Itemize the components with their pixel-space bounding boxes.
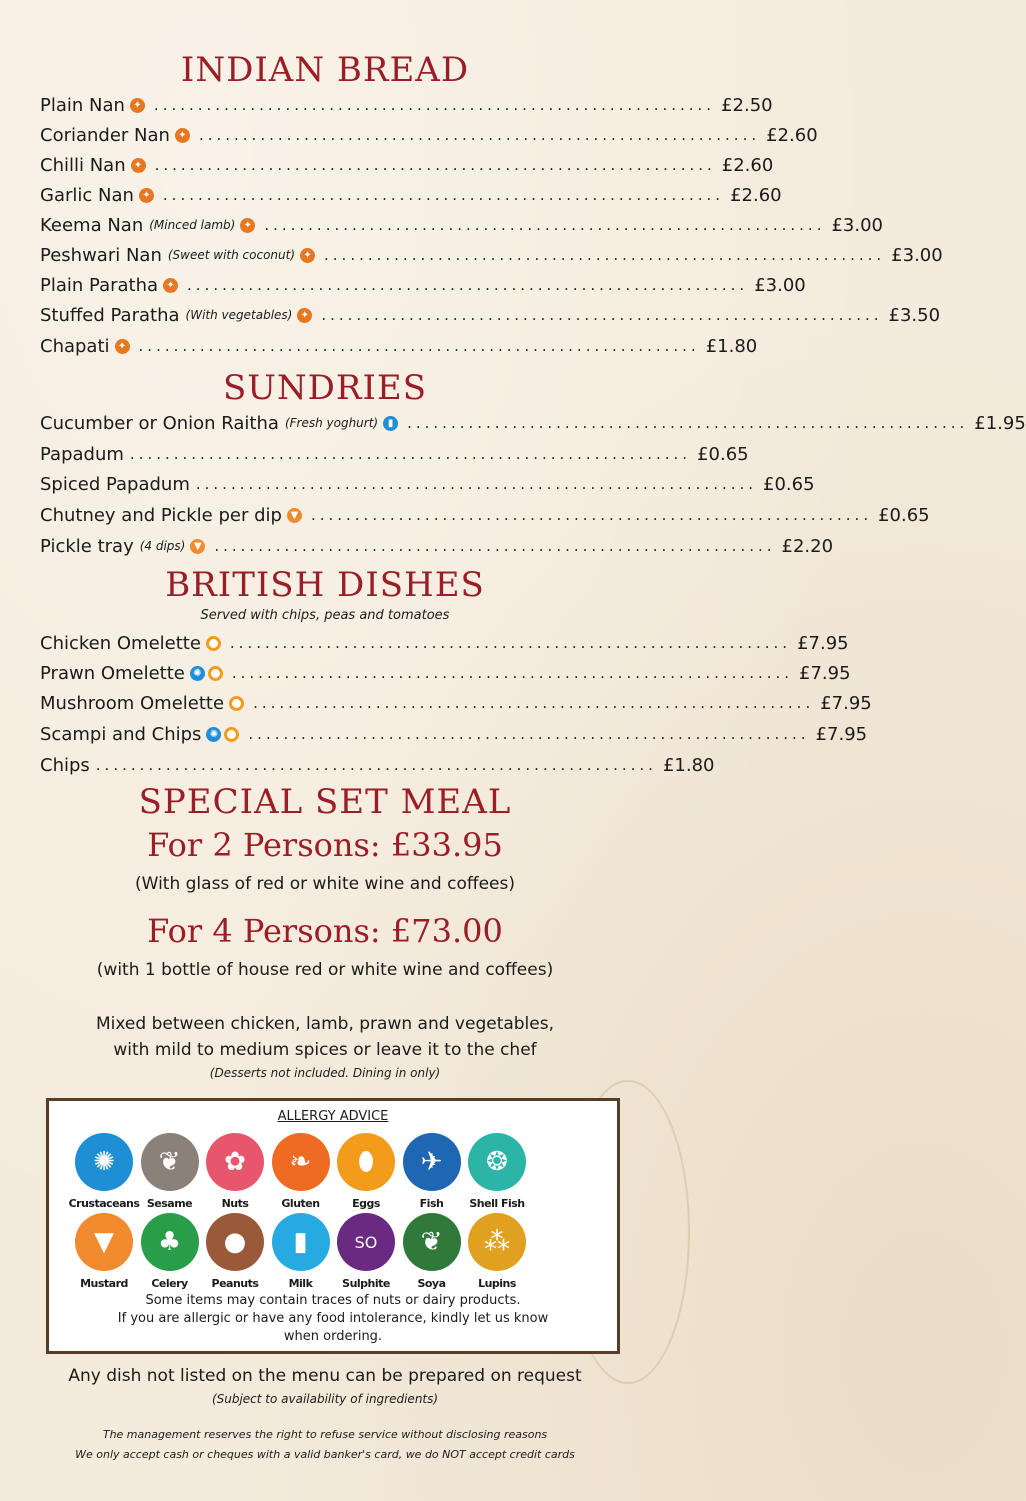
gluten-icon: ✦: [130, 98, 145, 113]
dot-leader: ................................................................: [310, 506, 873, 524]
menu-item-chutney-pickle: [40, 502, 930, 528]
allergen-sesame: [134, 1133, 206, 1210]
sesame-icon: ❦: [141, 1133, 199, 1191]
allergy-advice-title: ALLERGY ADVICE: [277, 1109, 389, 1124]
set-meal-two-note: (With glass of red or white wine and coffees): [135, 874, 515, 894]
allergen-label: Gluten: [281, 1197, 320, 1210]
item-name: Prawn Omelette: [40, 662, 185, 684]
allergy-advice-box: [46, 1098, 620, 1354]
allergen-label: Eggs: [352, 1197, 380, 1210]
dot-leader: ................................................................: [229, 634, 792, 652]
allergen-label: Fish: [419, 1197, 444, 1210]
allergen-label: Shell Fish: [469, 1197, 525, 1210]
milk-icon: ▮: [383, 416, 398, 431]
set-meal-description-2: with mild to medium spices or leave it to the chef: [113, 1040, 537, 1060]
menu-item-plain-nan: [40, 92, 773, 118]
footer-payment-line: We only accept cash or cheques with a valid banker's card, we do NOT accept credit cards: [75, 1448, 575, 1461]
item-price: £7.95: [820, 692, 872, 714]
footer-management-line: The management reserves the right to refuse service without disclosing reasons: [102, 1428, 548, 1441]
dot-leader: ................................................................: [407, 414, 969, 432]
mustard-icon: ▼: [287, 508, 302, 523]
menu-item-scampi-chips: [40, 721, 868, 747]
menu-item-chicken-omelette: [40, 630, 849, 656]
sulphite-icon: SO: [337, 1213, 395, 1271]
gluten-icon: ✦: [115, 339, 130, 354]
allergen-celery: [134, 1213, 206, 1290]
set-meal-heading: SPECIAL SET MEAL: [138, 782, 512, 822]
dot-leader: ................................................................: [231, 664, 794, 682]
dot-leader: ................................................................: [162, 186, 725, 204]
item-price: £3.50: [888, 304, 941, 326]
item-name: Chips: [40, 754, 90, 776]
dot-leader: ................................................................: [195, 475, 758, 493]
dot-leader: ................................................................: [95, 756, 657, 774]
egg-icon: [206, 636, 221, 651]
allergen-fish: [396, 1133, 468, 1210]
gluten-icon: ❧: [272, 1133, 330, 1191]
menu-item-chilli-nan: [40, 152, 774, 178]
shellfish-icon: ❂: [468, 1133, 526, 1191]
allergy-note-1: Some items may contain traces of nuts or dairy products.: [145, 1293, 521, 1308]
indian-bread-heading: INDIAN BREAD: [180, 50, 470, 90]
egg-icon: [229, 696, 244, 711]
dot-leader: ................................................................: [264, 216, 826, 234]
item-name: Stuffed Paratha: [40, 304, 180, 326]
menu-item-coriander-nan: [40, 122, 818, 148]
menu-item-chapati: [40, 333, 758, 359]
item-name: Pickle tray: [40, 535, 134, 557]
menu-item-plain-paratha: [40, 272, 806, 298]
item-name: Garlic Nan: [40, 184, 134, 206]
item-name: Coriander Nan: [40, 124, 170, 146]
crustaceans-icon: ✺: [206, 727, 221, 742]
fish-icon: ✈: [403, 1133, 461, 1191]
allergy-note-3: when ordering.: [283, 1329, 383, 1344]
mustard-icon: ▼: [75, 1213, 133, 1271]
item-note: (4 dips): [139, 539, 186, 553]
allergen-soya: [396, 1213, 468, 1290]
soya-icon: ❦: [403, 1213, 461, 1271]
allergen-gluten: [265, 1133, 337, 1210]
gluten-icon: ✦: [163, 278, 178, 293]
set-meal-description-1: Mixed between chicken, lamb, prawn and vegetables,: [95, 1014, 555, 1034]
dot-leader: ................................................................: [198, 126, 761, 144]
item-name: Plain Nan: [40, 94, 125, 116]
celery-icon: ♣: [141, 1213, 199, 1271]
item-name: Cucumber or Onion Raitha: [40, 412, 279, 434]
set-meal-description-3: (Desserts not included. Dining in only): [209, 1066, 441, 1080]
menu-item-peshwari-nan: [40, 242, 943, 268]
footer-request-line: Any dish not listed on the menu can be prepared on request: [68, 1366, 582, 1386]
allergen-label: Sulphite: [342, 1277, 390, 1290]
item-name: Mushroom Omelette: [40, 692, 225, 714]
item-price: £7.95: [797, 632, 849, 654]
dot-leader: ................................................................: [248, 725, 810, 743]
item-name: Chapati: [40, 335, 110, 357]
allergen-label: Milk: [288, 1277, 313, 1290]
dot-leader: ................................................................: [321, 306, 883, 324]
dot-leader: ................................................................: [253, 694, 815, 712]
menu-item-chips: [40, 752, 715, 778]
footer-availability-line: (Subject to availability of ingredients): [211, 1392, 439, 1406]
item-note: (Fresh yoghurt): [284, 416, 379, 430]
item-price: £7.95: [815, 723, 868, 745]
item-name: Papadum: [40, 443, 124, 465]
item-name: Scampi and Chips: [40, 723, 202, 745]
allergen-nuts: [199, 1133, 271, 1210]
item-price: £3.00: [831, 214, 883, 236]
allergen-label: Sesame: [146, 1197, 193, 1210]
item-name: Keema Nan: [40, 214, 144, 236]
milk-icon: ▮: [272, 1213, 330, 1271]
allergen-label: Nuts: [221, 1197, 249, 1210]
item-price: £2.20: [781, 535, 834, 557]
crustaceans-icon: ✺: [190, 666, 205, 681]
allergen-peanuts: [199, 1213, 271, 1290]
item-price: £1.80: [705, 335, 758, 357]
peanuts-icon: ●: [206, 1213, 264, 1271]
egg-icon: ⬮: [337, 1133, 395, 1191]
menu-item-prawn-omelette: [40, 660, 851, 686]
allergen-label: Crustaceans: [68, 1197, 140, 1210]
item-name: Chilli Nan: [40, 154, 126, 176]
item-price: £3.00: [891, 244, 943, 266]
sundries-heading: SUNDRIES: [222, 368, 428, 408]
item-price: £0.65: [697, 443, 749, 465]
item-price: £0.65: [878, 504, 930, 526]
item-name: Chutney and Pickle per dip: [40, 504, 282, 526]
egg-icon: [224, 727, 239, 742]
dot-leader: ................................................................: [138, 337, 700, 355]
item-price: £1.95: [974, 412, 1026, 434]
allergen-sulphite: [330, 1213, 402, 1290]
item-price: £2.60: [730, 184, 782, 206]
item-note: (Sweet with coconut): [167, 248, 296, 262]
allergen-label: Celery: [151, 1277, 188, 1290]
item-price: £1.80: [662, 754, 715, 776]
crab-icon: ✺: [75, 1133, 133, 1191]
allergen-label: Lupins: [478, 1277, 516, 1290]
allergen-shell-fish: [461, 1133, 533, 1210]
menu-item-stuffed-paratha: [40, 302, 941, 328]
item-name: Spiced Papadum: [40, 473, 190, 495]
item-note: (Minced lamb): [149, 218, 236, 232]
gluten-icon: ✦: [175, 128, 190, 143]
dot-leader: ................................................................: [154, 156, 716, 174]
item-price: £0.65: [763, 473, 815, 495]
dot-leader: ................................................................: [153, 96, 716, 114]
mustard-icon: ▼: [190, 539, 205, 554]
item-name: Peshwari Nan: [40, 244, 162, 266]
allergen-mustard: [68, 1213, 140, 1290]
set-meal-four-persons: For 4 Persons: £73.00: [147, 912, 503, 950]
allergen-label: Mustard: [80, 1277, 128, 1290]
allergy-note-2: If you are allergic or have any food intolerance, kindly let us know: [117, 1311, 549, 1326]
egg-icon: [208, 666, 223, 681]
item-price: £3.00: [754, 274, 806, 296]
menu-item-garlic-nan: [40, 182, 782, 208]
lupins-icon: ⁂: [468, 1213, 526, 1271]
dot-leader: ................................................................: [214, 537, 776, 555]
british-dishes-subtitle: Served with chips, peas and tomatoes: [200, 608, 450, 623]
gluten-icon: ✦: [240, 218, 255, 233]
dot-leader: ................................................................: [324, 246, 886, 264]
gluten-icon: ✦: [131, 158, 146, 173]
item-name: Chicken Omelette: [40, 632, 201, 654]
item-price: £2.50: [721, 94, 773, 116]
allergen-lupins: [461, 1213, 533, 1290]
gluten-icon: ✦: [139, 188, 154, 203]
gluten-icon: ✦: [297, 308, 312, 323]
menu-item-mushroom-omelette: [40, 690, 872, 716]
nuts-icon: ✿: [206, 1133, 264, 1191]
item-note: (With vegetables): [185, 308, 293, 322]
allergen-milk: [265, 1213, 337, 1290]
item-price: £2.60: [766, 124, 818, 146]
item-price: £2.60: [721, 154, 774, 176]
menu-item-papadum: [40, 441, 749, 467]
menu-item-raitha: [40, 410, 1026, 436]
item-price: £7.95: [799, 662, 851, 684]
menu-item-pickle-tray: [40, 533, 834, 559]
set-meal-four-note: (with 1 bottle of house red or white wine and coffees): [96, 960, 554, 980]
dot-leader: ................................................................: [129, 445, 692, 463]
menu-item-spiced-papadum: [40, 471, 815, 497]
menu-item-keema-nan: [40, 212, 883, 238]
allergen-label: Soya: [417, 1277, 446, 1290]
set-meal-two-persons: For 2 Persons: £33.95: [147, 826, 503, 864]
allergen-eggs: [330, 1133, 402, 1210]
british-dishes-heading: BRITISH DISHES: [165, 565, 485, 605]
dot-leader: ................................................................: [187, 276, 749, 294]
allergen-label: Peanuts: [211, 1277, 259, 1290]
gluten-icon: ✦: [300, 248, 315, 263]
item-name: Plain Paratha: [40, 274, 159, 296]
allergen-crustaceans: [68, 1133, 140, 1210]
